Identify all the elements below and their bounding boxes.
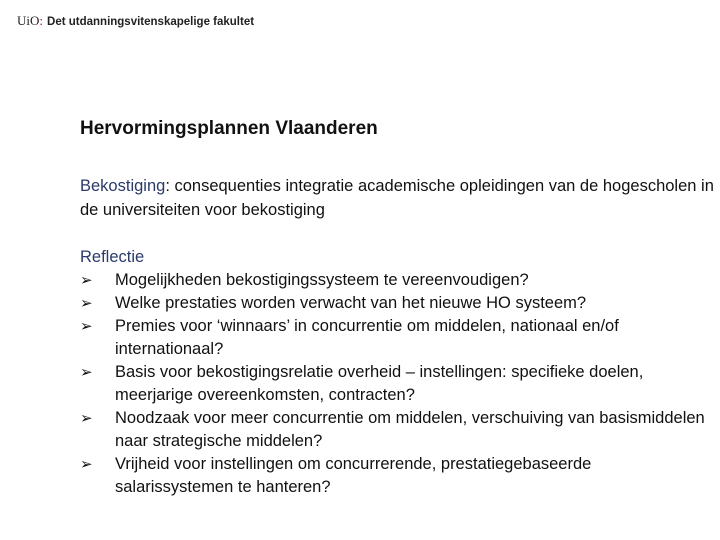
list-item-text: Mogelijkheden bekostigingssysteem te vereenvoudigen? xyxy=(115,271,529,289)
header xyxy=(17,13,254,29)
reflection-heading: Reflectie xyxy=(80,248,145,266)
list-item xyxy=(80,315,710,361)
uio-logo-mark: : xyxy=(39,13,44,28)
lead-keyword: Bekostiging xyxy=(80,177,166,195)
list-item xyxy=(80,453,710,499)
uio-logo-text: UiO xyxy=(17,13,40,28)
reflection-section xyxy=(80,246,710,499)
list-item-text: Premies voor ‘winnaars’ in concurrentie om middelen, nationaal en/of internationaal? xyxy=(115,317,619,358)
reflection-list xyxy=(80,269,710,499)
uio-logo xyxy=(17,13,43,29)
list-item-text: Basis voor bekostigingsrelatie overheid – instellingen: specifieke doelen, meerjarige overeenkomsten, contracten? xyxy=(115,363,644,404)
arrow-bullet-icon: ➢ xyxy=(80,410,93,427)
lead-text: : consequenties integratie academische opleidingen van de hogescholen in de universiteiten voor bekostiging xyxy=(80,177,714,219)
arrow-bullet-icon: ➢ xyxy=(80,295,93,312)
arrow-bullet-icon: ➢ xyxy=(80,456,93,473)
list-item-text: Vrijheid voor instellingen om concurrerende, prestatiegebaseerde salarissystemen te hanteren? xyxy=(115,455,592,496)
arrow-bullet-icon: ➢ xyxy=(80,364,93,381)
list-item-text: Welke prestaties worden verwacht van het nieuwe HO systeem? xyxy=(115,294,587,312)
faculty-name: Det utdanningsvitenskapelige fakultet xyxy=(47,16,255,28)
list-item xyxy=(80,407,710,453)
list-item xyxy=(80,292,710,315)
arrow-bullet-icon: ➢ xyxy=(80,272,93,289)
list-item xyxy=(80,269,710,292)
list-item-text: Noodzaak voor meer concurrentie om middelen, verschuiving van basismiddelen naar strategische middelen? xyxy=(115,409,705,450)
arrow-bullet-icon: ➢ xyxy=(80,318,93,335)
list-item xyxy=(80,361,710,407)
slide-title: Hervormingsplannen Vlaanderen xyxy=(80,118,378,139)
lead-paragraph xyxy=(80,174,715,222)
